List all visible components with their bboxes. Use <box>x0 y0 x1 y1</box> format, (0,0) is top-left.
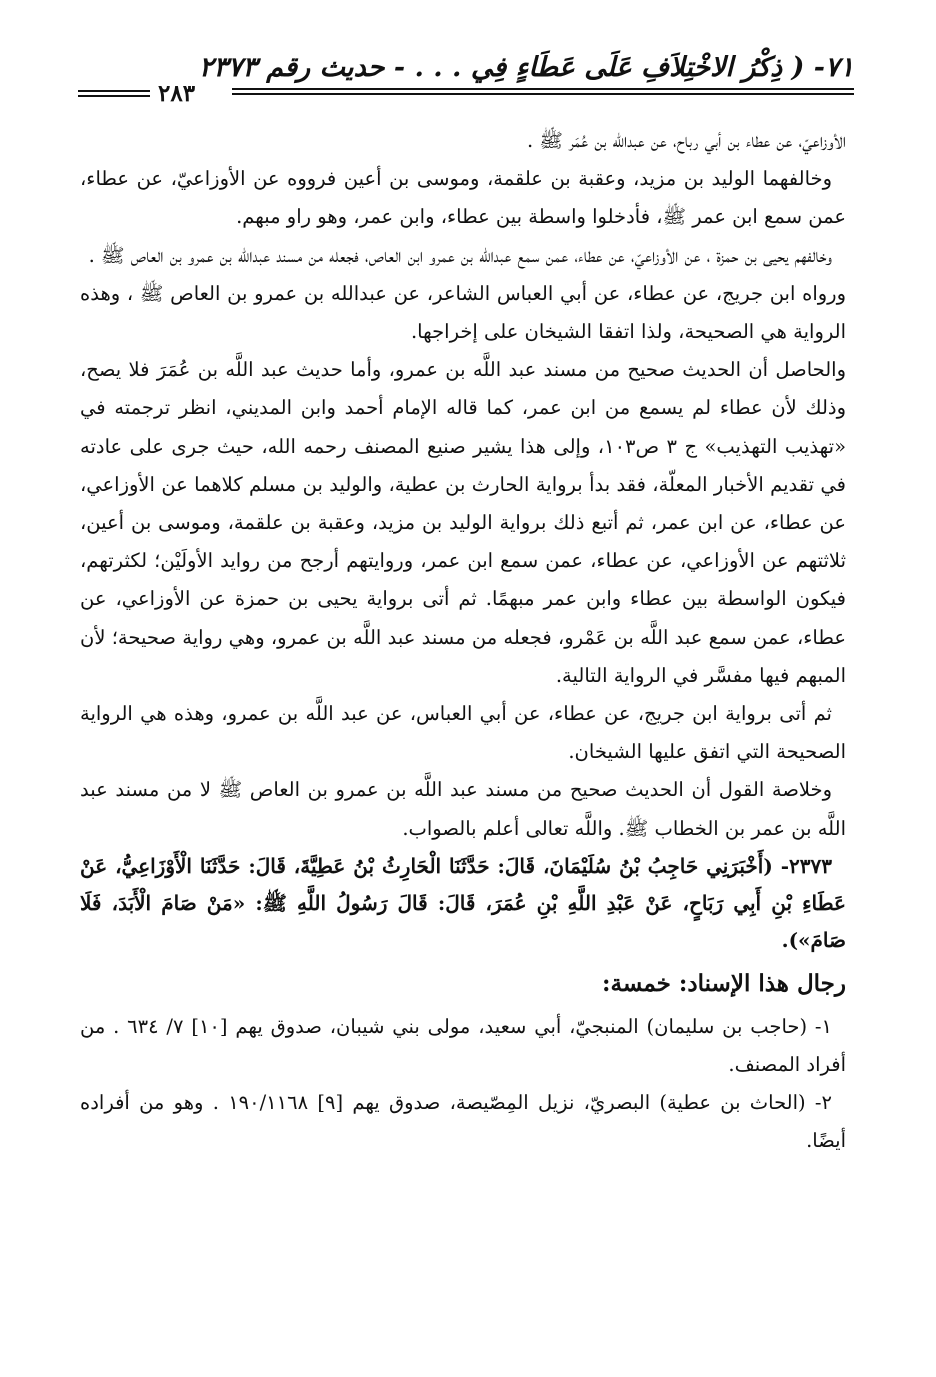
paragraph: ثم أتى برواية ابن جريج، عن عطاء، عن أبي العباس، عن عبد اللَّه بن عمرو، وهذه هي الرواية الصحيحة التي اتفق عليها الشيخان. <box>80 702 846 764</box>
paragraph: والحاصل أن الحديث صحيح من مسند عبد اللَّه بن عمرو، وأما حديث عبد اللَّه بن عُمَرَ فلا يصح، وذلك لأن عطاء لم يسمع من ابن عمر، كما قاله الإمام أحمد وابن المديني، انظر ترجمته في «تهذيب التهذيب» ج ٣ ص١٠٣، وإلى هذا يشير صنيع المصنف رحمه الله، حيث جرى على عادته في تقديم الأخبار المعلّة، فقد بدأ برواية الحارث بن عطية، والوليد بن مسلم كلاهما عن الأوزاعي، عن عطاء، عن ابن عمر، ثم أتبع ذلك برواية الوليد بن مزيد، وعقبة بن علقمة، وموسى بن أعين، ثلاثتهم عن الأوزاعي، عن عطاء، عمن سمع ابن عمر، وروايتهم أرجح من روايد الأولَيْن؛ لكثرتهم، فيكون الواسطة بين عطاء وابن عمر مبهمًا. ثم أتى برواية يحيى بن حمزة عن الأوزاعي، عن عطاء، عمن سمع عبد اللَّه بن عَمْرو، فجعله من مسند عبد اللَّه بن عمرو، وهي رواية صحيحة؛ لأن المبهم فيها مفسَّر في الرواية التالية. <box>80 358 847 687</box>
paragraph: وخلاصة القول أن الحديث صحيح من مسند عبد اللَّه بن عمرو بن العاص ﷺ لا من مسند عبد اللَّه بن عمر بن الخطاب ﷺ. واللَّه تعالى أعلم بالصواب. <box>80 778 846 840</box>
paragraph: الأوزاعيّ، عن عطاء بن أبي رباح، عن عبدالله بن عُمَر ﷺ . <box>526 129 846 152</box>
paragraph: ورواه ابن جريج، عن عطاء، عن أبي العباس الشاعر، عن عبدالله بن عمرو بن العاص ﷺ ، وهذه الرواية هي الصحيحة، ولذا اتفقا الشيخان على إخراجها. <box>80 281 846 344</box>
section-heading: رجال هذا الإسناد: خمسة: <box>602 969 846 997</box>
page-number-rule <box>78 90 150 97</box>
narrator-entry: ٢- (الحاث بن عطية) البصريّ، نزيل المِصّيصة، صدوق يهم [٩] ١٩٠/١١٦٨ . وهو من أفراده أيضًا. <box>80 1091 846 1153</box>
page-header <box>78 52 854 107</box>
running-title: ٧١- ( ذِكْرُ الاخْتِلاَفِ عَلَى عَطَاءٍ فِي . . . - حديث رقم ٢٣٧٣ <box>198 52 854 83</box>
page-body <box>80 122 846 1161</box>
paragraph: وخالفهما الوليد بن مزيد، وعقبة بن علقمة، وموسى بن أعين فرووه عن الأوزاعيّ، عن عطاء، عمن سمع ابن عمر ﷺ، فأدخلوا واسطة بين عطاء، وابن عمر، وهو راو مبهم. <box>80 167 846 229</box>
narrator-entry: ١- (حاجب بن سليمان) المنبجيّ، أبي سعيد، مولى بني شيبان، صدوق يهم [١٠] ٧/ ٦٣٤ . من أفراد المصنف. <box>80 1014 846 1077</box>
header-rule <box>232 88 854 95</box>
paragraph: وخالفهم يحيى بن حمزة ، عن الأوزاعيّ، عن عطاء، عمن سمع عبدالله بن عمرو ابن العاص، فجعله من مسند عبدالله بن عمرو بن العاص ﷺ . <box>88 243 832 267</box>
hadith-text: ٢٣٧٣- (أَخْبَرَنِي حَاجِبُ بْنُ سُلَيْمَانَ، قَالَ: حَدَّثَنَا الْحَارِثُ بْنُ عَطِيَّةَ، قَالَ: حَدَّثَنَا الْأَوْزَاعِيُّ، عَنْ عَطَاءِ بْنِ أَبِي رَبَاحٍ، عَنْ عَبْدِ اللَّهِ بْنِ عُمَرَ، قَالَ: قَالَ رَسُولُ اللَّهِ ﷺ: «مَنْ صَامَ الْأَبَدَ، فَلَا صَامَ»). <box>80 853 846 952</box>
page-number: ٢٨٣ <box>158 80 196 107</box>
